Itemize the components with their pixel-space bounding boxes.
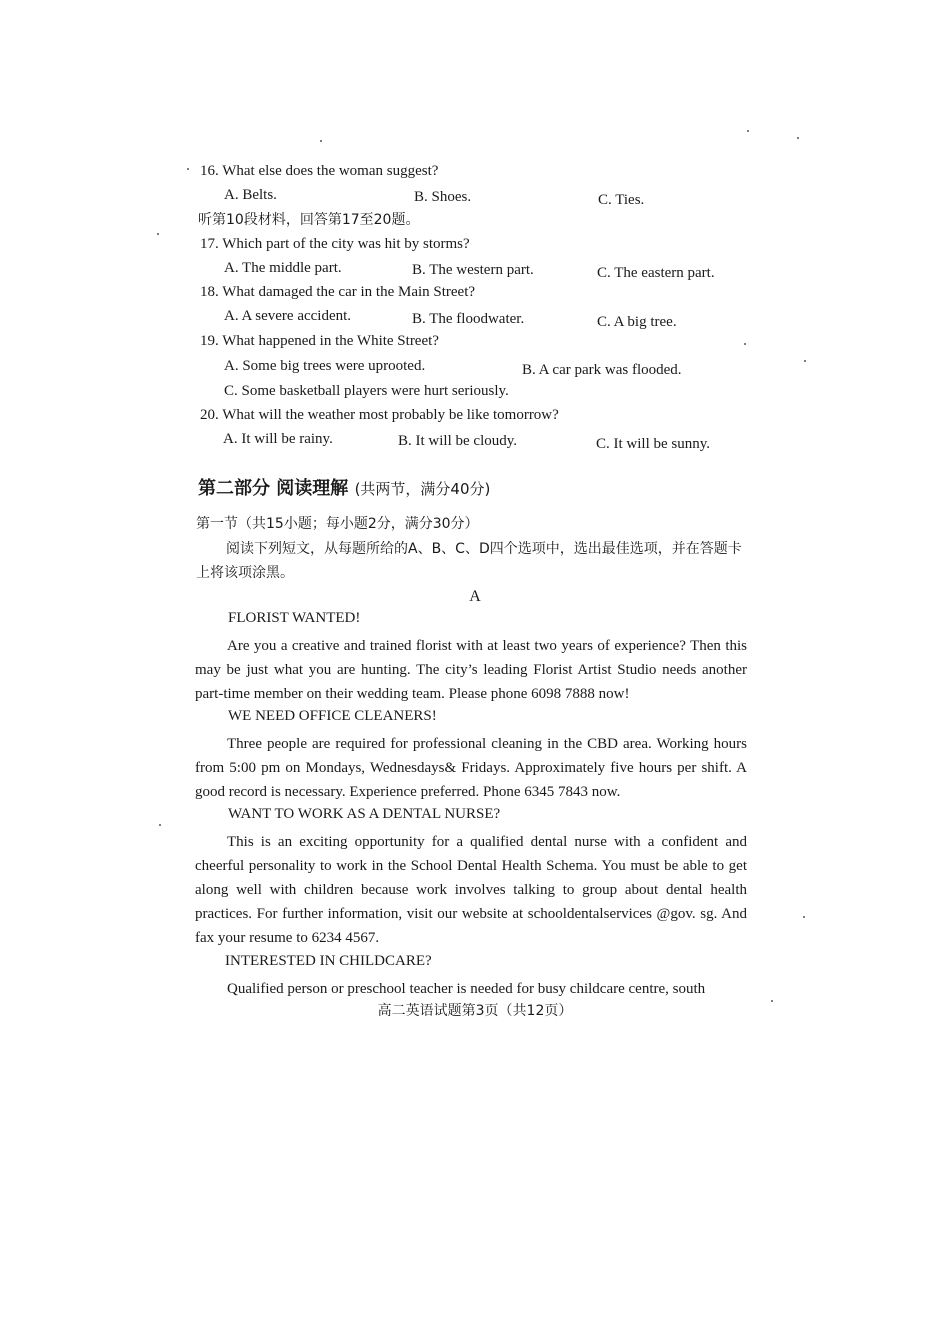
ad-childcare-body: Qualified person or preschool teacher is needed for busy childcare centre, south xyxy=(227,981,706,997)
question-17-stem: 17. Which part of the city was hit by storms? xyxy=(200,236,470,252)
ad-florist-body: Are you a creative and trained florist with at least two years of experience? Then this may be just what you are hunting. The city’s leading Florist Artist Studio needs another part-time member on their wedding team. Please phone 6098 7888 now! xyxy=(195,638,747,702)
reading-instruction: 阅读下列短文，从每题所给的A、B、C、D四个选项中，选出最佳选项，并在答题卡上将该项涂黑。 xyxy=(196,541,742,581)
scan-speck xyxy=(797,137,799,139)
part-two-title: 第二部分 阅读理解 xyxy=(198,478,349,499)
ad-cleaners-title: WE NEED OFFICE CLEANERS! xyxy=(228,708,437,724)
ad-childcare-title: INTERESTED IN CHILDCARE? xyxy=(225,953,432,969)
question-19-option-b: B. A car park was flooded. xyxy=(522,362,682,378)
question-16-option-c: C. Ties. xyxy=(598,192,645,208)
question-19-option-c: C. Some basketball players were hurt seriously. xyxy=(224,383,509,399)
question-16-option-a: A. Belts. xyxy=(224,187,277,203)
part-two-subtitle: (共两节，满分40分) xyxy=(354,480,491,498)
scan-speck xyxy=(803,916,805,918)
listening-instruction: 听第10段材料，回答第17至20题。 xyxy=(198,212,420,228)
question-18-stem: 18. What damaged the car in the Main Street? xyxy=(200,284,476,300)
question-20-option-c: C. It will be sunny. xyxy=(596,436,711,452)
part-two-heading xyxy=(198,474,490,500)
ad-dental-title: WANT TO WORK AS A DENTAL NURSE? xyxy=(228,806,501,822)
scan-speck xyxy=(804,360,806,362)
question-18-option-a: A. A severe accident. xyxy=(224,308,352,324)
question-20-stem: 20. What will the weather most probably be like tomorrow? xyxy=(200,407,559,423)
question-20-option-b: B. It will be cloudy. xyxy=(398,433,518,449)
question-18-option-c: C. A big tree. xyxy=(597,314,677,330)
scan-speck xyxy=(187,168,189,170)
question-20-option-a: A. It will be rainy. xyxy=(223,431,333,447)
question-16-stem: 16. What else does the woman suggest? xyxy=(200,163,439,179)
scan-speck xyxy=(157,233,159,235)
ad-dental-body: This is an exciting opportunity for a qualified dental nurse with a confident and cheerful personality to work in the School Dental Health Schema. You must be able to get along well with children because work involves talking to group about dental health practices. For further information, visit our website at schooldentalservices @gov. sg. And fax your resume to 6234 4567. xyxy=(195,834,747,946)
page-footer: 高二英语试题第3页（共12页） xyxy=(377,1003,573,1019)
question-17-option-c: C. The eastern part. xyxy=(597,265,715,281)
scan-speck xyxy=(771,1000,773,1002)
question-19-option-a: A. Some big trees were uprooted. xyxy=(224,358,426,374)
ad-cleaners-body: Three people are required for professional cleaning in the CBD area. Working hours from 5:00 pm on Mondays, Wednesdays& Fridays. Approximately five hours per shift. A good record is necessary. Experience preferred. Phone 6345 7843 now. xyxy=(195,736,747,800)
section-one-heading: 第一节（共15小题；每小题2分，满分30分） xyxy=(196,516,479,532)
question-18-option-b: B. The floodwater. xyxy=(412,311,525,327)
ad-florist-title: FLORIST WANTED! xyxy=(228,610,361,626)
scan-speck xyxy=(744,343,746,345)
scan-speck xyxy=(747,130,749,132)
question-19-stem: 19. What happened in the White Street? xyxy=(200,333,439,349)
scan-speck xyxy=(159,824,161,826)
question-16-option-b: B. Shoes. xyxy=(414,189,472,205)
passage-label: A xyxy=(469,588,481,605)
question-17-option-b: B. The western part. xyxy=(412,262,534,278)
question-17-option-a: A. The middle part. xyxy=(224,260,342,276)
scan-speck xyxy=(320,140,322,142)
